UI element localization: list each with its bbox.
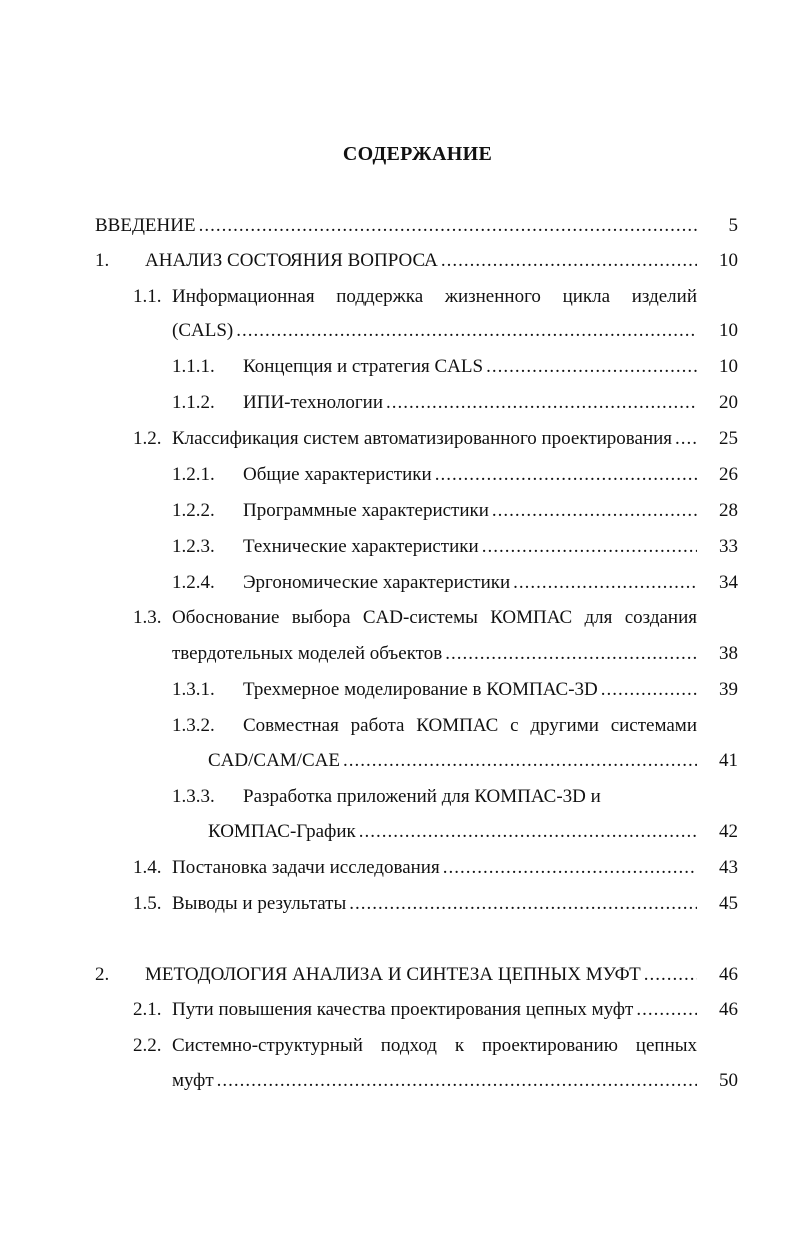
dot-leader [440,856,697,880]
entry-title: Программные характеристики [243,500,489,521]
entry-title: Технические характеристики [243,536,479,557]
entry-title: Общие характеристики [243,464,432,485]
dot-leader [489,499,697,523]
page-number: 42 [719,821,738,842]
toc-entry [0,892,795,916]
page-number: 46 [719,999,738,1020]
entry-number: 1.2.3. [172,536,215,557]
entry-number: 1.1. [133,286,162,307]
dot-leader [432,463,697,487]
entry-title-line [243,355,697,379]
entry-title: CAD/CAM/CAE [208,750,340,771]
entry-title-line [172,606,697,630]
entry-title-line [172,998,697,1022]
entry-number: 1.3.1. [172,679,215,700]
entry-number: 2.1. [133,999,162,1020]
page-number: 33 [719,536,738,557]
entry-title: Разработка приложений для КОМПАС-3D и [243,786,601,807]
dot-leader [340,749,697,773]
toc-entry [0,678,795,702]
entry-title: Пути повышения качества проектирования цепных муфт [172,999,634,1020]
page-number: 34 [719,572,738,593]
dot-leader [510,571,697,595]
dot-leader [346,892,697,916]
toc-entry [0,571,795,595]
entry-title-line [172,1034,697,1058]
toc-entry [0,249,795,273]
entry-title-line [145,249,697,273]
entry-title: Выводы и результаты [172,893,347,914]
entry-number: 1.2.4. [172,572,215,593]
dot-leader [383,391,697,415]
toc-entry [0,714,795,738]
entry-title-line [172,856,697,880]
entry-number: 1.4. [133,857,162,878]
entry-title-line [243,463,697,487]
entry-title: (CALS) [172,320,234,341]
entry-title-line [172,427,697,451]
toc-entry [0,319,795,343]
dot-leader [438,249,697,273]
page-number: 10 [719,356,738,377]
entry-number: 2. [95,964,110,985]
entry-title: ИПИ-технологии [243,392,384,413]
entry-title-line [172,285,697,309]
entry-title: Информационная поддержка жизненного цикла изделий [172,286,697,307]
dot-leader [479,535,697,559]
toc-entry [0,355,795,379]
entry-title-line [243,535,697,559]
entry-title: ВВЕДЕНИЕ [95,215,196,236]
toc-entry [0,606,795,630]
entry-number: 1.2.1. [172,464,215,485]
entry-number: 1.3.3. [172,786,215,807]
toc-entry [0,998,795,1022]
entry-title: муфт [172,1070,214,1091]
dot-leader [356,820,697,844]
page-number: 43 [719,857,738,878]
entry-number: 1.1.1. [172,356,215,377]
dot-leader [641,963,697,987]
page-number: 26 [719,464,738,485]
dot-leader [483,355,697,379]
entry-number: 1.2.2. [172,500,215,521]
entry-title-line [172,1069,697,1093]
dot-leader [196,214,697,238]
page-number: 38 [719,643,738,664]
page-number: 10 [719,320,738,341]
entry-title: Совместная работа КОМПАС с другими системами [243,715,697,736]
toc-entry [0,214,795,238]
toc-entry [0,391,795,415]
toc-entry [0,285,795,309]
entry-title: Постановка задачи исследования [172,857,440,878]
entry-title: твердотельных моделей объектов [172,643,443,664]
entry-number: 2.2. [133,1035,162,1056]
entry-title-line [243,571,697,595]
toc-entry [0,749,795,773]
entry-title-line [172,319,697,343]
toc-entry [0,1069,795,1093]
entry-title: Классификация систем автоматизированного проектирования [172,428,673,449]
page-number: 5 [728,215,738,236]
toc-entry [0,463,795,487]
entry-title: Концепция и стратегия CALS [243,356,484,377]
page-number: 25 [719,428,738,449]
toc-entry [0,642,795,666]
entry-title-line [208,820,697,844]
entry-title: Системно-структурный подход к проектированию цепных [172,1035,697,1056]
page-title: СОДЕРЖАНИЕ [342,143,493,165]
toc-entry [0,963,795,987]
dot-leader [598,678,697,702]
entry-title-line [95,214,697,238]
dot-leader [442,642,697,666]
toc-entry [0,820,795,844]
page-number: 39 [719,679,738,700]
entry-title: МЕТОДОЛОГИЯ АНАЛИЗА И СИНТЕЗА ЦЕПНЫХ МУФТ [145,964,641,985]
entry-number: 1.3. [133,607,162,628]
toc-entry [0,535,795,559]
dot-leader [233,319,697,343]
entry-title-line [243,391,697,415]
toc-entry [0,427,795,451]
page-number: 50 [719,1070,738,1091]
entry-title: Трехмерное моделирование в КОМПАС-3D [243,679,598,700]
entry-number: 1.2. [133,428,162,449]
toc-entry [0,499,795,523]
entry-title-line [243,678,697,702]
entry-title: АНАЛИЗ СОСТОЯНИЯ ВОПРОСА [145,250,438,271]
entry-title-line [243,785,693,809]
entry-number: 1.3.2. [172,715,215,736]
page-number: 28 [719,500,738,521]
toc-entry [0,856,795,880]
page-number: 45 [719,893,738,914]
entry-number: 1.5. [133,893,162,914]
entry-title-line [172,642,697,666]
entry-number: 1. [95,250,110,271]
dot-leader [214,1069,697,1093]
toc-entry [0,1034,795,1058]
entry-title: Эргономические характеристики [243,572,511,593]
entry-title-line [243,499,697,523]
toc-entry [0,785,795,809]
entry-title-line [172,892,697,916]
page-number: 46 [719,964,738,985]
page-number: 10 [719,250,738,271]
page-number: 41 [719,750,738,771]
dot-leader [672,427,697,451]
entry-title: КОМПАС-График [208,821,356,842]
entry-title-line [243,714,697,738]
entry-title: Обоснование выбора CAD-системы КОМПАС для создания [172,607,697,628]
page-number: 20 [719,392,738,413]
entry-title-line [208,749,697,773]
dot-leader [633,998,697,1022]
entry-number: 1.1.2. [172,392,215,413]
entry-title-line [145,963,697,987]
